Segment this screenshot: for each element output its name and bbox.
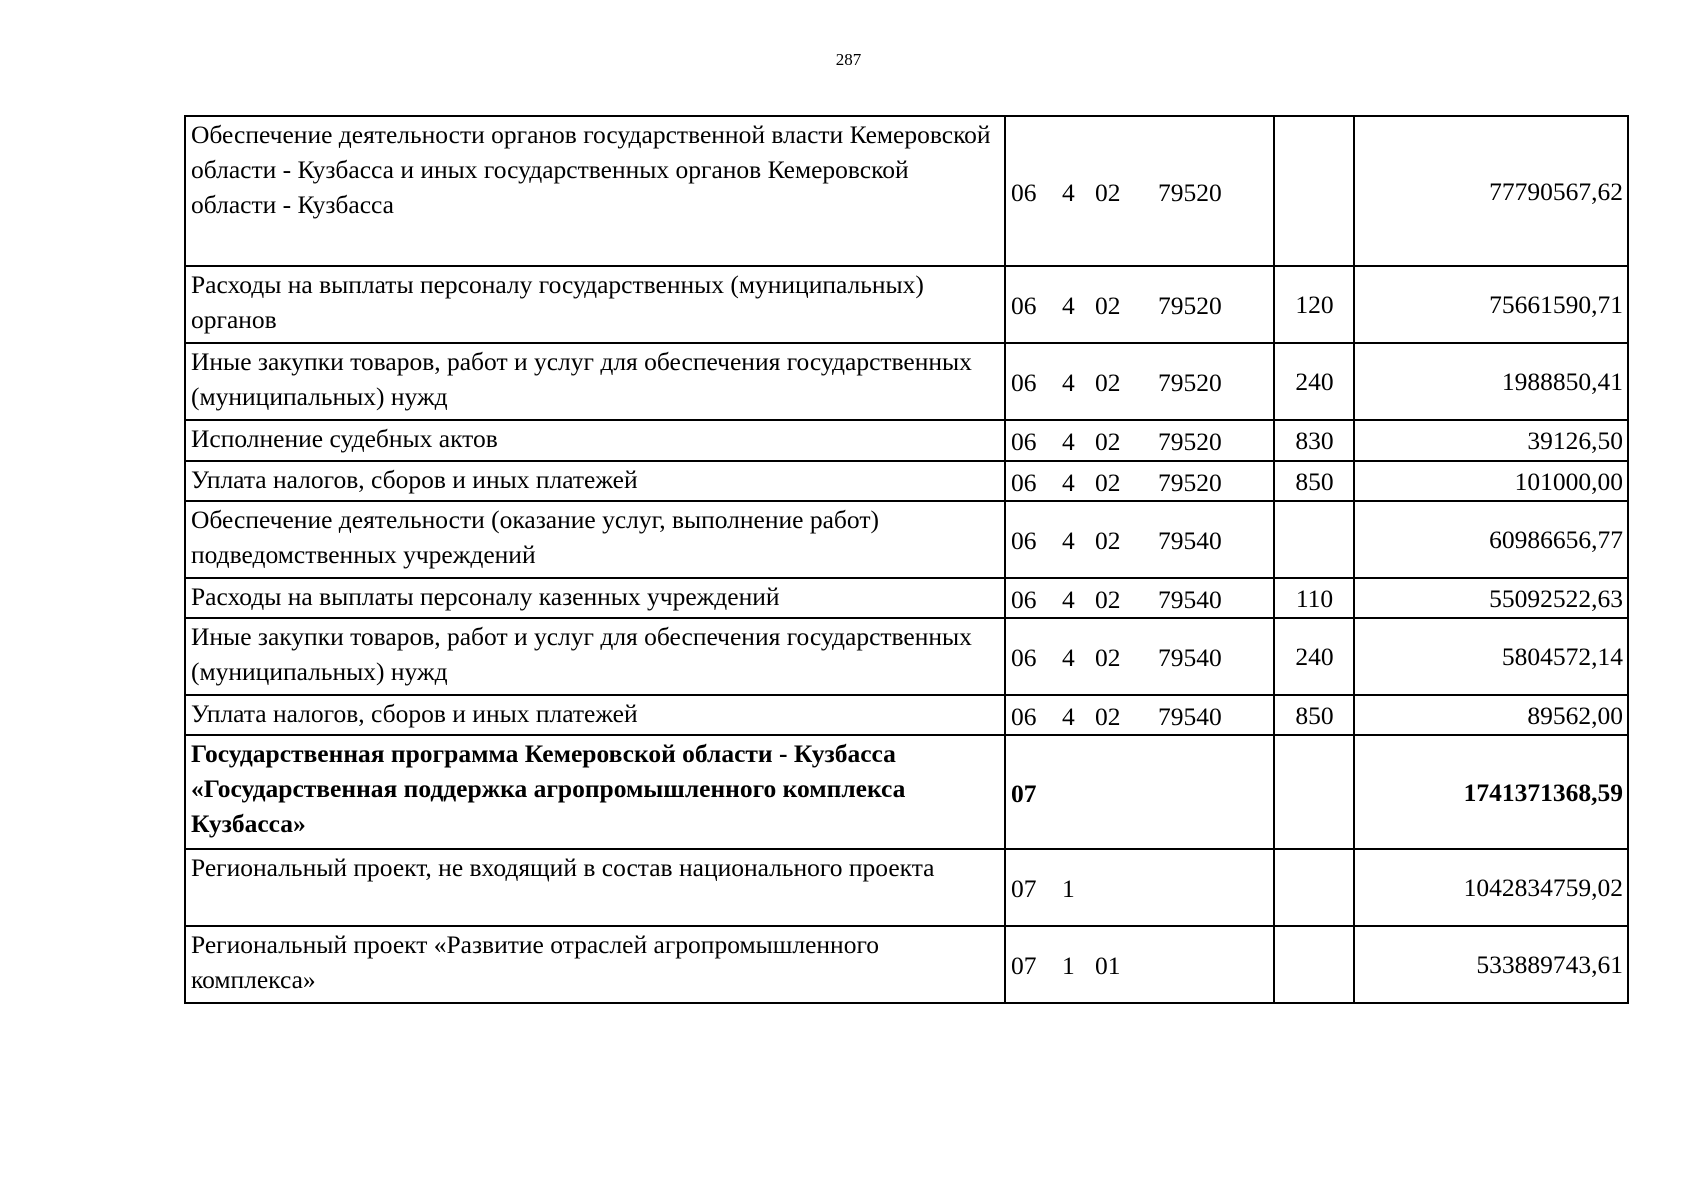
code-program: 06	[1011, 427, 1037, 457]
code-program: 06	[1011, 526, 1037, 556]
expense-type: 830	[1274, 420, 1354, 461]
row-codes	[1005, 926, 1274, 1003]
amount: 101000,00	[1354, 461, 1628, 501]
table-row	[185, 849, 1628, 926]
code-program: 07	[1011, 951, 1037, 981]
row-name: Обеспечение деятельности органов государственной власти Кемеровской области - Кузбасса и иных государственных органов Кемеровской области - Кузбасса	[185, 116, 1005, 266]
code-subprogram: 4	[1062, 291, 1075, 321]
amount: 5804572,14	[1354, 618, 1628, 695]
table-row	[185, 461, 1628, 501]
row-codes	[1005, 578, 1274, 618]
amount: 39126,50	[1354, 420, 1628, 461]
code-direction: 79520	[1158, 427, 1222, 457]
code-subprogram: 1	[1062, 874, 1075, 904]
amount: 533889743,61	[1354, 926, 1628, 1003]
code-subprogram: 4	[1062, 467, 1075, 497]
expense-type	[1274, 501, 1354, 578]
row-codes	[1005, 420, 1274, 461]
table-row	[185, 501, 1628, 578]
row-name: Государственная программа Кемеровской области - Кузбасса «Государственная поддержка агропромышленного комплекса Кузбасса»	[185, 735, 1005, 849]
code-main-event: 02	[1095, 526, 1121, 556]
expense-type: 850	[1274, 461, 1354, 501]
code-main-event: 02	[1095, 584, 1121, 614]
row-name: Исполнение судебных актов	[185, 420, 1005, 461]
table-row	[185, 618, 1628, 695]
row-codes	[1005, 618, 1274, 695]
code-program: 06	[1011, 643, 1037, 673]
row-codes	[1005, 849, 1274, 926]
code-subprogram: 4	[1062, 584, 1075, 614]
code-subprogram: 4	[1062, 701, 1075, 731]
row-codes	[1005, 116, 1274, 266]
code-subprogram: 4	[1062, 643, 1075, 673]
row-name: Уплата налогов, сборов и иных платежей	[185, 461, 1005, 501]
code-program: 06	[1011, 177, 1037, 207]
code-main-event: 02	[1095, 701, 1121, 731]
amount: 1042834759,02	[1354, 849, 1628, 926]
code-program: 07	[1011, 874, 1037, 904]
table-row	[185, 266, 1628, 343]
expense-type	[1274, 116, 1354, 266]
amount: 1988850,41	[1354, 343, 1628, 420]
code-direction: 79540	[1158, 584, 1222, 614]
expense-type	[1274, 926, 1354, 1003]
row-name: Уплата налогов, сборов и иных платежей	[185, 695, 1005, 735]
code-main-event: 02	[1095, 177, 1121, 207]
row-codes	[1005, 266, 1274, 343]
expense-type: 240	[1274, 343, 1354, 420]
code-program: 06	[1011, 701, 1037, 731]
code-direction: 79540	[1158, 643, 1222, 673]
row-codes	[1005, 343, 1274, 420]
code-main-event: 02	[1095, 291, 1121, 321]
row-name: Иные закупки товаров, работ и услуг для обеспечения государственных (муниципальных) нужд	[185, 618, 1005, 695]
row-name: Иные закупки товаров, работ и услуг для обеспечения государственных (муниципальных) нужд	[185, 343, 1005, 420]
row-codes	[1005, 461, 1274, 501]
amount: 75661590,71	[1354, 266, 1628, 343]
table-row	[185, 735, 1628, 849]
row-name: Региональный проект, не входящий в состав национального проекта	[185, 849, 1005, 926]
code-main-event: 02	[1095, 427, 1121, 457]
code-program: 06	[1011, 467, 1037, 497]
code-main-event: 01	[1095, 951, 1121, 981]
row-codes	[1005, 501, 1274, 578]
expense-type: 120	[1274, 266, 1354, 343]
code-subprogram: 1	[1062, 951, 1075, 981]
amount: 55092522,63	[1354, 578, 1628, 618]
row-name: Расходы на выплаты персоналу государственных (муниципальных) органов	[185, 266, 1005, 343]
code-direction: 79520	[1158, 368, 1222, 398]
code-program: 06	[1011, 584, 1037, 614]
amount: 60986656,77	[1354, 501, 1628, 578]
table-row	[185, 420, 1628, 461]
table-row	[185, 116, 1628, 266]
code-program: 06	[1011, 291, 1037, 321]
code-program: 07	[1011, 778, 1037, 808]
code-direction: 79520	[1158, 291, 1222, 321]
page-number: 287	[835, 50, 862, 69]
code-main-event: 02	[1095, 467, 1121, 497]
table-row	[185, 578, 1628, 618]
expense-type	[1274, 735, 1354, 849]
row-name: Региональный проект «Развитие отраслей агропромышленного комплекса»	[185, 926, 1005, 1003]
expense-type: 110	[1274, 578, 1354, 618]
expense-type	[1274, 849, 1354, 926]
code-direction: 79520	[1158, 467, 1222, 497]
row-codes	[1005, 735, 1274, 849]
row-name: Расходы на выплаты персоналу казенных учреждений	[185, 578, 1005, 618]
code-subprogram: 4	[1062, 177, 1075, 207]
expense-type: 850	[1274, 695, 1354, 735]
code-main-event: 02	[1095, 368, 1121, 398]
row-name: Обеспечение деятельности (оказание услуг, выполнение работ) подведомственных учреждений	[185, 501, 1005, 578]
amount: 1741371368,59	[1354, 735, 1628, 849]
row-codes	[1005, 695, 1274, 735]
expense-type: 240	[1274, 618, 1354, 695]
code-main-event: 02	[1095, 643, 1121, 673]
table-row	[185, 926, 1628, 1003]
amount: 77790567,62	[1354, 116, 1628, 266]
code-subprogram: 4	[1062, 526, 1075, 556]
table-row	[185, 695, 1628, 735]
code-program: 06	[1011, 368, 1037, 398]
table-row	[185, 343, 1628, 420]
code-direction: 79540	[1158, 526, 1222, 556]
code-subprogram: 4	[1062, 368, 1075, 398]
amount: 89562,00	[1354, 695, 1628, 735]
code-subprogram: 4	[1062, 427, 1075, 457]
budget-table	[184, 115, 1629, 1004]
code-direction: 79540	[1158, 701, 1222, 731]
code-direction: 79520	[1158, 177, 1222, 207]
